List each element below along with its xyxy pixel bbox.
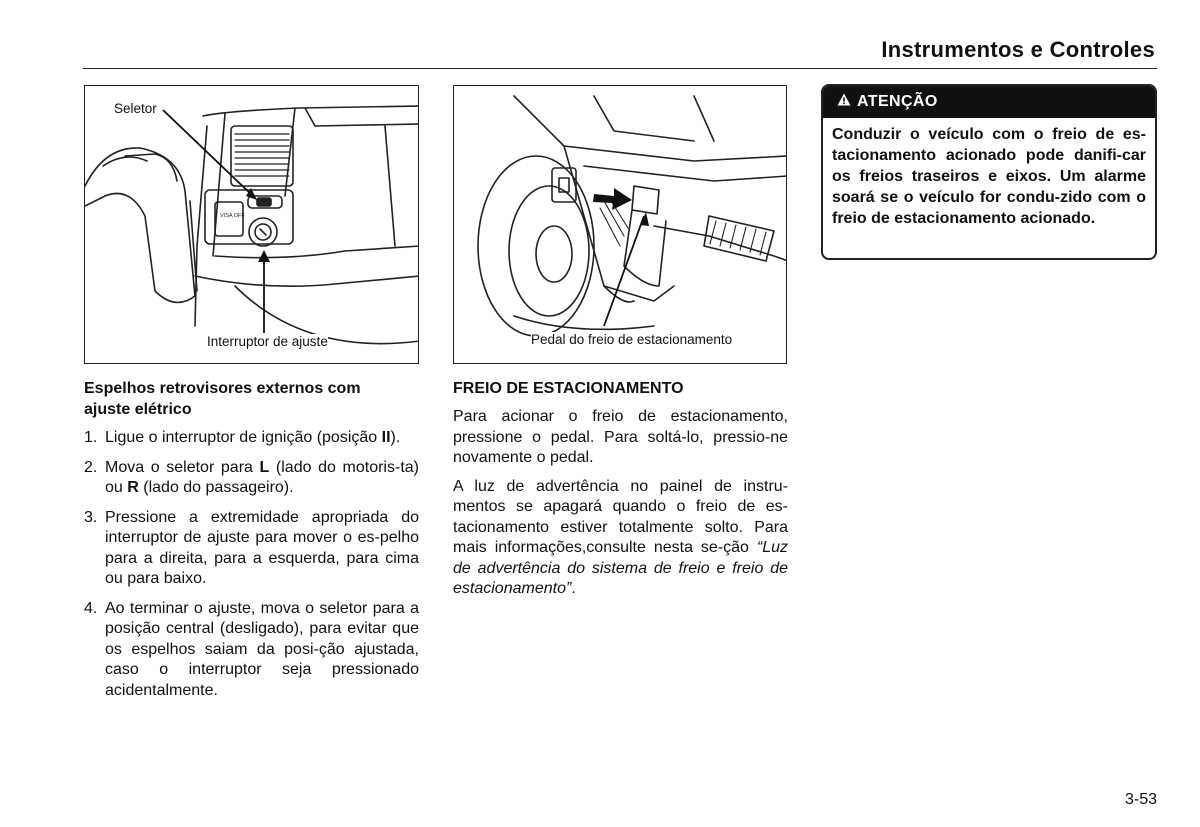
warning-title: ATENÇÃO <box>857 93 938 110</box>
step-number: 2. <box>84 458 98 476</box>
warning-text: Conduzir o veículo com o freio de es-tacionamento acionado pode danifi-car os freios traseiros e eixos. Um alarme soará se o veículo for condu-zido com o freio de estacionamento acionado. <box>832 126 1146 227</box>
parking-brake-figure <box>453 85 787 364</box>
mirrors-heading: Espelhos retrovisores externos com ajuste elétrico <box>84 380 361 418</box>
parking-brake-illustration <box>454 86 787 364</box>
page-header-title: Instrumentos e Controles <box>881 37 1155 62</box>
mirrors-section <box>84 378 419 710</box>
parking-brake-heading: FREIO DE ESTACIONAMENTO <box>453 380 684 397</box>
warning-box <box>821 84 1157 260</box>
step-text: Pressione a extremidade apropriada do interruptor de ajuste para mover o es-pelho para a direita, para a esquerda, para cima ou para baixo. <box>105 508 419 587</box>
warning-triangle-icon <box>837 93 851 111</box>
step-number: 4. <box>84 599 98 617</box>
adjust-switch-label: Interruptor de ajuste <box>207 334 328 349</box>
selector-label: Seletor <box>114 101 157 116</box>
mirror-controls-illustration <box>85 86 419 364</box>
header-rule <box>83 68 1157 69</box>
mirror-controls-figure <box>84 85 419 364</box>
visa-off-button-text: VISA OFF <box>220 213 245 219</box>
step-item <box>84 599 419 702</box>
warning-light-paragraph: A luz de advertência no painel de instru-mentos se apagará quando o freio de es-tacionamento estiver totalmente solto. Para mais informações,consulte nesta se-ção “Luz de advertência do sistema de freio e freio de estacionamento”. <box>453 477 788 597</box>
parking-pedal-label: Pedal do freio de estacionamento <box>531 332 733 347</box>
step-item <box>84 458 419 499</box>
cross-reference: “Luz de advertência do sistema de freio e freio de estacionamento” <box>453 539 788 597</box>
step-number: 3. <box>84 508 98 526</box>
parking-brake-section <box>453 378 788 600</box>
warning-header <box>823 86 1155 118</box>
step-number: 1. <box>84 429 98 446</box>
step-item <box>84 508 419 590</box>
step-text: Mova o seletor para L (lado do motoris-ta) ou R (lado do passageiro). <box>105 458 419 496</box>
mirrors-steps <box>84 428 419 701</box>
step-text: Ligue o interruptor de ignição (posição II). <box>105 429 401 446</box>
step-item <box>84 428 419 449</box>
step-text: Ao terminar o ajuste, mova o seletor para a posição central (desligado), para evitar que os espelhos saiam da posi-ção ajustada, caso o interruptor seja pressionado acidentalmente. <box>105 599 419 699</box>
parking-brake-paragraph: Para acionar o freio de estacionamento, pressione o pedal. Para soltá-lo, pressio-ne novamente o pedal. <box>453 408 788 466</box>
page-number: 3-53 <box>1124 791 1157 808</box>
